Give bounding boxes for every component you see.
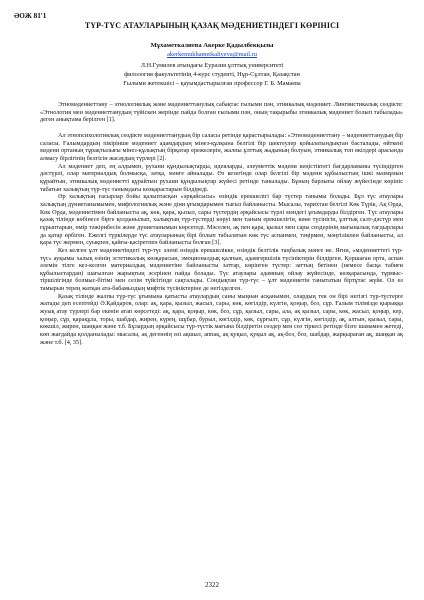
- scientific-supervisor: Ғылыми жетекшісі – қауымдастырылған профессор Г. Б. Мамаева: [123, 80, 301, 87]
- udc-code: ӘОЖ 81'1: [14, 12, 47, 20]
- body-paragraph-2: Ал мәдениет деп, ең алдымен, рухани құндылықтарды, идеяларды, әлеуметтік мәдени кеңістіктегі бағдарламаны түсіндірген дәстүрлі, олар материалдық болмысқа, затқа, мәнге айналады. Өз кезегінде олар белгілі бір мәдени құбылыстың ішкі мазмұнын құрайтын, этникалық мәдениетті құрайтын рухани құндылықтар жүйесі ретінде танылады. Бұның барлығы ойлау жүйесінде көрініс табатын халықтың түр-түс танымдағы көзқарастарын білдіреді.: [40, 162, 403, 193]
- body-paragraph-5: Қазақ тілінде жалпы түр-түс ұғымына қатысты атаулардың саны мыңнан асқанымен, олардың тек он бірі негізгі түр-түстерге жатады деп есептейді Ә.Қайдаров, олар: ақ, қара, қызыл, жасыл, сары, көк, көгілдір, күлгін, қоңыр, боз, сұр. Ғалым тілімізде қырыққа жуық атау түрлері бар екенін атап көрсетеді: ақ, қара, қоңыр, көк, боз, сұр, қызыл, сары, ала, ақ қызыл, сары, көк, жасыл, қоңыр, кер, қоңыр, сұр, қарақұла, торы, шабдар, жирен, күрең, шұбар, бурыл, көгілдір, көк, сұрғылт, сұр, күлгін, көгілдір, ақ, алтын, қызыл, сары, көкшіл, жирен, шаңқан және т.б. Бұлардың әрқайсысы түр-түстік мағына білдіретін сөздер мен сөз тіркесі ретінде бізге шамамен жетеді, көп жағдайда қолданылады: мысалы, ақ дегеннің өзі ақшыл, аппақ, ақ қуқыл, қуқыл ақ, ақ-боз, боз, шабдар, жарқыраған ақ, шаңқан ақ және т.б. [4, 35].: [40, 292, 403, 346]
- affiliation-faculty: филология факультетінің 4-курс студенті, Нұр-Сұлтан, Қазақстан: [124, 71, 300, 78]
- body-paragraph-1: Ал этнопсихологиялық сөздікте мәдениеттанудың бір саласы ретінде қарастырылады: «Этномәдениеттану – мәдениеттанудың бір саласы. Ғалымдардың пікірінше мәдениет адамдардың мінез-құлқына белгілі бір шектеулер қойылатындықтан басталады, өйткені мәдени ортаның тұрақтылығы мінез-құлықтың бірқатар ережелерін, жалпы ұлттық жадының болуын, этникалық топ өкілдері арасында алмасу бірлігінің белгісін жасаудың түрлері [2].: [40, 132, 403, 162]
- page-number: 2322: [205, 581, 219, 589]
- body-paragraph-3: Әр халықтың ғасырлар бойы қалыптасқан «әрқайсысы» өзіндік ерекшелігі бар түстер танымы болады. Бұл түс атаулары халықтың дүниетанымымен, мифологиялық және діни ұғымдарымен тығыз байланысты. Мысалы, тарихтан белгілі Көк Түрік, Ақ Орда, Көк Орда, мәдениетімен байланысты ақ, көк, қара, қызыл, сары түстердің әрқайсысы түрлі мәндегі ұғымдарды білдірген. Түс атаулары қазақ тілінде көбінесе бірге қолданылып, халықтың түр-түстерді көруі мен таным ерекшелігін, көне түсінігін, ұлттық салт-дәстүр мен ғұрыптарын, өмір тәжірибесін және дүниетанымын көрсетеді. Мәселен, ақ пен қара, қызыл мен сары сөздерінің мағыналық тағдырлары да қатар өрбіген. Ежелгі түркілерде түс атауларының бірі болып табылатын көк түс аспанмен, тәңірмен, мәңгілікпен байланысты, ал қара түс жермен, суықпен, қайғы-қасіретпен байланысты болған [3].: [40, 193, 403, 247]
- author-name: Мұхаметкалиева Акерке Қадылбекқызы: [150, 42, 274, 49]
- author-email-link[interactable]: akerkemukhametkaliyeva@mail.ru: [167, 51, 257, 58]
- article-body: [40, 132, 403, 346]
- affiliation-university: Л.Н.Гумилев атындағы Еуразия ұлттық университеті: [140, 62, 284, 69]
- intro-text: Этномәдениеттану – этнологиялық және мәдениеттанулық сабақтас ғылыми пән, этникалық мәдениет. Лингвистикалық сөздікте: «Этнология мен мәдениеттанудың түйіскен жерінде пайда болған ғылыми пән, оның тақырыбы этникалық мәдениет болып табылады» деген анықтама берілген [1].: [40, 101, 403, 124]
- intro-paragraph: [40, 101, 403, 124]
- article-title: ТҮР-ТҮС АТАУЛАРЫНЫҢ ҚАЗАҚ МӘДЕНИЕТІНДЕГІ КӨРІНІСІ: [84, 21, 340, 30]
- body-paragraph-4: Кез келген ұлт мәдениетіндегі түр-түс әлемі өзіндік ерекшелікке, өзіндік белгілік таңбалық мәнге ие. Яғни, «мәдениеттегі түр-түс» ауқымы халық өзінің эстетикалық көзқарасын, эмоционалдық қалпын, адамгершілік түсініктерін білдірген. Қоршаған орта, аспан әлемін тілге кез-келген материалдық мәдениетіне байланысты заттар, көрінген түстер: заттың бетінен (немесе басқа табиғи құбылыстардан) шағылған жарықтың әсерінен пайда болады. Түс атаулары адамның ойлау жүйесінде, көзқарасында, тұрмыс-тіршілігінде болмыс-бітімі мен сезім түйсігінде сақталады. Сондықтан түр-түс – ұлт мәдениетін танытатын біртұтас жүйе. Ол өз тамырын терең жатқан ата-бабамыздың мифтік түсініктеріне де негізделген.: [40, 246, 403, 293]
